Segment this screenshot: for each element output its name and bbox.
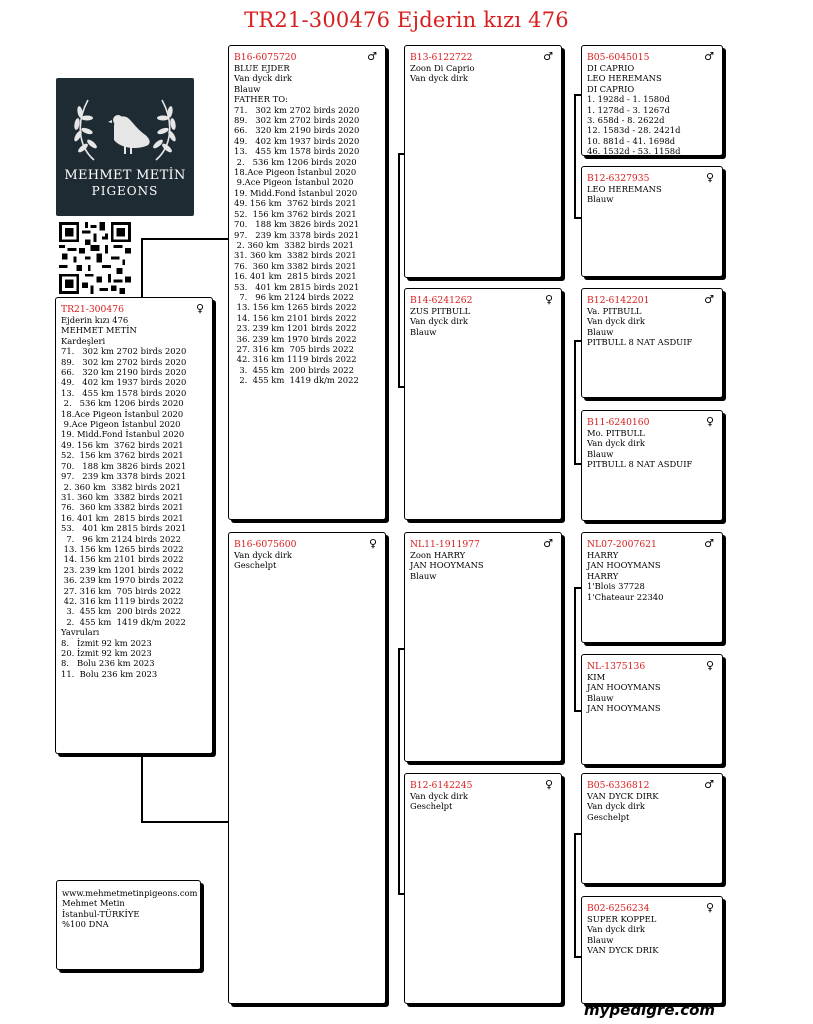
pedigree-info-line: 8. Bolu 236 km 2023 — [61, 658, 155, 669]
pedigree-info-line: 49. 402 km 1937 birds 2020 — [234, 135, 360, 146]
pedigree-info-line: 2. 536 km 1206 birds 2020 — [234, 156, 357, 167]
pedigree-info-line: www.mehmetmetinpigeons.com — [62, 888, 198, 898]
pedigree-info-line: JAN HOOYMANS — [410, 560, 484, 571]
pedigree-info-line: 27. 316 km 705 birds 2022 — [61, 585, 181, 596]
pedigree-info-line: 13. 455 km 1578 birds 2020 — [234, 146, 360, 157]
pedigree-info-line: Geschelpt — [234, 560, 277, 571]
pedigree-info-line: Van dyck dirk — [410, 73, 468, 84]
pedigree-info-line: DI CAPRIO — [587, 63, 635, 73]
g3-card-2[interactable] — [581, 166, 723, 277]
pedigree-info-line: SUPER KOPPEL — [587, 914, 657, 924]
pedigree-info-line: Ejderin kızı 476 — [61, 315, 129, 325]
g3-card-1[interactable] — [581, 45, 723, 156]
pedigree-info-line: İstanbul-TÜRKİYE — [62, 908, 140, 919]
pedigree-info-line: Van dyck dirk — [587, 438, 645, 449]
pedigree-info-line: 3. 455 km 200 birds 2022 — [61, 606, 181, 617]
breeder-logo — [56, 78, 194, 216]
pedigree-info-line: 89. 302 km 2702 birds 2020 — [61, 356, 187, 367]
pedigree-info-line: 36. 239 km 1970 birds 2022 — [61, 575, 184, 586]
pedigree-info-line: Van dyck dirk — [410, 791, 468, 801]
pedigree-info-line: Geschelpt — [410, 801, 453, 812]
pedigree-info-line: Yavruları — [61, 627, 100, 638]
dam-card[interactable] — [228, 532, 386, 1004]
male-sex-icon: ♂ — [543, 537, 553, 550]
pedigree-info-line: DI CAPRIO — [587, 83, 635, 94]
pedigree-info-line: 31. 360 km 3382 birds 2021 — [61, 491, 184, 502]
female-sex-icon: ♀ — [544, 778, 553, 791]
pedigree-info-line: 13. 156 km 1265 birds 2022 — [234, 302, 357, 313]
pedigree-info-line: Blauw — [587, 692, 614, 703]
ring-number: B12-6142245 — [410, 780, 473, 791]
pedigree-info-line: 7. 96 km 2124 birds 2022 — [61, 533, 181, 544]
ring-number: NL-1375136 — [587, 661, 646, 672]
female-sex-icon: ♀ — [705, 901, 714, 914]
pedigree-info-line: 12. 1583d - 28. 2421d — [587, 125, 681, 136]
pedigree-info-line: 19. Midd.Fond İstanbul 2020 — [234, 187, 358, 198]
sire-card[interactable] — [228, 45, 386, 520]
pedigree-info-line: VAN DYCK DRIK — [587, 945, 659, 956]
pedigree-info-line: 52. 156 km 3762 birds 2021 — [234, 208, 357, 219]
pigeon-laurel-icon — [56, 78, 194, 168]
pedigree-info-line: 3. 658d - 8. 2622d — [587, 115, 665, 126]
pedigree-info-line: Mehmet Metin — [62, 898, 125, 909]
female-sex-icon: ♀ — [544, 293, 553, 306]
pedigree-info-line: 31. 360 km 3382 birds 2021 — [234, 250, 357, 261]
connector-line — [574, 587, 576, 711]
pedigree-info-line: 70. 188 km 3826 birds 2021 — [61, 460, 187, 471]
pedigree-info-line: JAN HOOYMANS — [587, 560, 661, 571]
pedigree-info-line: 8. İzmit 92 km 2023 — [61, 637, 152, 648]
pedigree-info-line: 66. 320 km 2190 birds 2020 — [234, 125, 360, 136]
ring-number: NL11-1911977 — [410, 539, 480, 550]
pedigree-info-line: 18.Ace Pigeon İstanbul 2020 — [61, 408, 184, 419]
pedigree-info-line: JAN HOOYMANS — [587, 682, 661, 693]
connector-line — [574, 340, 576, 464]
pedigree-info-line: 52. 156 km 3762 birds 2021 — [61, 450, 184, 461]
pedigree-info-line: Geschelpt — [587, 811, 630, 822]
pedigree-info-line: 97. 239 km 3378 birds 2021 — [61, 471, 187, 482]
pedigree-info-line: Zoon HARRY — [410, 550, 466, 560]
pedigree-info-line: 71. 302 km 2702 birds 2020 — [61, 346, 187, 357]
g3-card-6[interactable] — [581, 654, 723, 765]
pedigree-info-line: 66. 320 km 2190 birds 2020 — [61, 367, 187, 378]
pedigree-info-line: 70. 188 km 3826 birds 2021 — [234, 219, 360, 230]
g3-card-8[interactable] — [581, 896, 723, 1004]
pedigree-info-line: 3. 455 km 200 birds 2022 — [234, 364, 354, 375]
pedigree-info-line: PITBULL 8 NAT ASDUIF — [587, 459, 693, 470]
connector-line — [574, 833, 576, 957]
pedigree-info-line: 2. 360 km 3382 birds 2021 — [61, 481, 181, 492]
pedigree-info-line: 20. İzmit 92 km 2023 — [61, 648, 152, 658]
ring-number: B12-6327935 — [587, 173, 650, 184]
pedigree-info-line: 19. Midd.Fond İstanbul 2020 — [61, 429, 185, 440]
g3-card-3[interactable] — [581, 288, 723, 398]
pedigree-info-line: HARRY — [587, 570, 619, 581]
pedigree-info-line: 1'Chateaur 22340 — [587, 591, 664, 602]
pedigree-info-line: HARRY — [587, 550, 619, 560]
pedigree-info-line: 10. 881d - 41. 1698d — [587, 135, 676, 146]
pedigree-info-line: JAN HOOYMANS — [587, 703, 661, 714]
male-sex-icon: ♂ — [704, 778, 714, 791]
pedigree-info-line: Blauw — [410, 570, 437, 581]
ring-number: TR21-300476 — [61, 304, 124, 315]
connector-line — [141, 238, 230, 240]
pedigree-info-line: 1. 1278d - 3. 1267d — [587, 104, 670, 115]
pedigree-info-line: 36. 239 km 1970 birds 2022 — [234, 333, 357, 344]
male-sex-icon: ♂ — [367, 50, 377, 63]
pedigree-info-line: 23. 239 km 1201 birds 2022 — [234, 323, 357, 334]
connector-line — [574, 94, 576, 218]
pedigree-info-line: Blauw — [234, 83, 261, 94]
pedigree-info-line: FATHER TO: — [234, 94, 288, 105]
pedigree-info-line: 49. 402 km 1937 birds 2020 — [61, 377, 187, 388]
ring-number: B16-6075720 — [234, 52, 297, 63]
subject-pigeon-card[interactable] — [55, 297, 213, 754]
pedigree-info-line: Van dyck dirk — [234, 550, 292, 560]
male-sex-icon: ♂ — [543, 50, 553, 63]
pedigree-info-line: 42. 316 km 1119 birds 2022 — [61, 595, 184, 606]
pedigree-info-line: 49. 156 km 3762 birds 2021 — [61, 439, 184, 450]
pedigree-info-line: 14. 156 km 2101 birds 2022 — [61, 554, 184, 565]
male-sex-icon: ♂ — [704, 293, 714, 306]
pedigree-info-line: Blauw — [587, 934, 614, 945]
pedigree-info-line: LEO HEREMANS — [587, 73, 662, 84]
pedigree-info-line: 14. 156 km 2101 birds 2022 — [234, 312, 357, 323]
pedigree-info-line: 53. 401 km 2815 birds 2021 — [61, 523, 187, 534]
connector-line — [398, 153, 400, 387]
pedigree-info-line: %100 DNA — [62, 919, 109, 930]
pedigree-info-line: 97. 239 km 3378 birds 2021 — [234, 229, 360, 240]
pedigree-info-line: 27. 316 km 705 birds 2022 — [234, 343, 354, 354]
ring-number: B02-6256234 — [587, 903, 650, 914]
male-sex-icon: ♂ — [704, 537, 714, 550]
dam-dam-card[interactable] — [404, 773, 562, 1004]
pedigree-info-line: 11. Bolu 236 km 2023 — [61, 668, 158, 679]
ring-number: B14-6241262 — [410, 295, 473, 306]
qr-code-icon[interactable] — [59, 222, 131, 294]
page-title: TR21-300476 Ejderin kızı 476 — [244, 8, 569, 32]
logo-name-line2: PIGEONS — [91, 184, 159, 198]
pedigree-info-line: 2. 360 km 3382 birds 2021 — [234, 239, 354, 250]
pedigree-info-line: Van dyck dirk — [234, 73, 292, 84]
pedigree-info-line: 18.Ace Pigeon İstanbul 2020 — [234, 167, 357, 178]
g3-card-7[interactable] — [581, 773, 723, 884]
pedigree-info-line: 2. 455 km 1419 dk/m 2022 — [234, 375, 359, 386]
pedigree-info-line: Mo. PITBULL — [587, 428, 645, 438]
pedigree-info-line: Zoon Di Caprio — [410, 63, 475, 73]
dam-sire-card[interactable] — [404, 532, 562, 762]
pedigree-info-line: 23. 239 km 1201 birds 2022 — [61, 564, 184, 575]
ring-number: B05-6045015 — [587, 52, 650, 63]
ring-number: NL07-2007621 — [587, 539, 657, 550]
connector-line — [141, 752, 143, 822]
pedigree-info-line: 76. 360 km 3382 birds 2021 — [61, 502, 184, 513]
connector-line — [398, 648, 400, 894]
connector-line — [141, 238, 143, 298]
female-sex-icon: ♀ — [705, 171, 714, 184]
g3-card-4[interactable] — [581, 410, 723, 521]
female-sex-icon: ♀ — [195, 302, 204, 315]
pedigree-info-line: Van dyck dirk — [410, 316, 468, 327]
pedigree-info-line: 46. 1532d - 53. 1158d — [587, 146, 681, 156]
sire-sire-card[interactable] — [404, 45, 562, 278]
ring-number: B11-6240160 — [587, 417, 650, 428]
contact-card — [56, 880, 201, 970]
female-sex-icon: ♀ — [368, 537, 377, 550]
pedigree-info-line: VAN DYCK DIRK — [587, 791, 659, 801]
pedigree-info-line: 76. 360 km 3382 birds 2021 — [234, 260, 357, 271]
pedigree-info-line: MEHMET METİN — [61, 325, 137, 336]
pedigree-info-line: Blauw — [410, 326, 437, 337]
pedigree-info-line: 1. 1928d - 1. 1580d — [587, 94, 670, 105]
female-sex-icon: ♀ — [705, 415, 714, 428]
pedigree-info-line: Va. PITBULL — [587, 306, 642, 316]
female-sex-icon: ♀ — [705, 659, 714, 672]
pedigree-info-line: 71. 302 km 2702 birds 2020 — [234, 104, 360, 115]
pedigree-info-line: 2. 455 km 1419 dk/m 2022 — [61, 616, 186, 627]
connector-line — [141, 821, 230, 823]
footer-brand-link[interactable]: mypedigre.com — [584, 1001, 716, 1019]
sire-dam-card[interactable] — [404, 288, 562, 520]
ring-number: B13-6122722 — [410, 52, 473, 63]
ring-number: B05-6336812 — [587, 780, 650, 791]
pedigree-info-line: 89. 302 km 2702 birds 2020 — [234, 115, 360, 126]
pedigree-info-line: ZUS PITBULL — [410, 306, 471, 316]
pedigree-info-line: Van dyck dirk — [587, 316, 645, 327]
pedigree-info-line: Van dyck dirk — [587, 801, 645, 812]
pedigree-info-line: 42. 316 km 1119 birds 2022 — [234, 354, 357, 365]
pedigree-info-line: LEO HEREMANS — [587, 184, 662, 194]
pedigree-info-line: PITBULL 8 NAT ASDUIF — [587, 337, 693, 348]
pedigree-info-line: BLUE EJDER — [234, 63, 290, 73]
pedigree-info-line: 7. 96 km 2124 birds 2022 — [234, 291, 354, 302]
male-sex-icon: ♂ — [704, 50, 714, 63]
logo-name-line1: MEHMET METİN — [64, 168, 186, 183]
pedigree-info-line: 13. 455 km 1578 birds 2020 — [61, 387, 187, 398]
pedigree-info-line: Kardeşleri — [61, 335, 106, 346]
pedigree-info-line: Blauw — [587, 194, 614, 205]
pedigree-info-line: 16. 401 km 2815 birds 2021 — [234, 271, 357, 282]
pedigree-info-line: Blauw — [587, 448, 614, 459]
pedigree-info-line: 49. 156 km 3762 birds 2021 — [234, 198, 357, 209]
ring-number: B16-6075600 — [234, 539, 297, 550]
pedigree-info-line: KIM — [587, 672, 606, 682]
pedigree-info-line: 1'Blois 37728 — [587, 581, 645, 592]
pedigree-info-line: Van dyck dirk — [587, 924, 645, 935]
pedigree-info-line: 53. 401 km 2815 birds 2021 — [234, 281, 360, 292]
pedigree-info-line: 13. 156 km 1265 birds 2022 — [61, 543, 184, 554]
pedigree-info-line: 9.Ace Pigeon İstanbul 2020 — [234, 177, 354, 188]
pedigree-info-line: 2. 536 km 1206 birds 2020 — [61, 398, 184, 409]
pedigree-info-line: 16. 401 km 2815 birds 2021 — [61, 512, 184, 523]
pedigree-info-line: 9.Ace Pigeon İstanbul 2020 — [61, 419, 181, 430]
ring-number: B12-6142201 — [587, 295, 650, 306]
g3-card-5[interactable] — [581, 532, 723, 643]
pedigree-info-line: Blauw — [587, 326, 614, 337]
